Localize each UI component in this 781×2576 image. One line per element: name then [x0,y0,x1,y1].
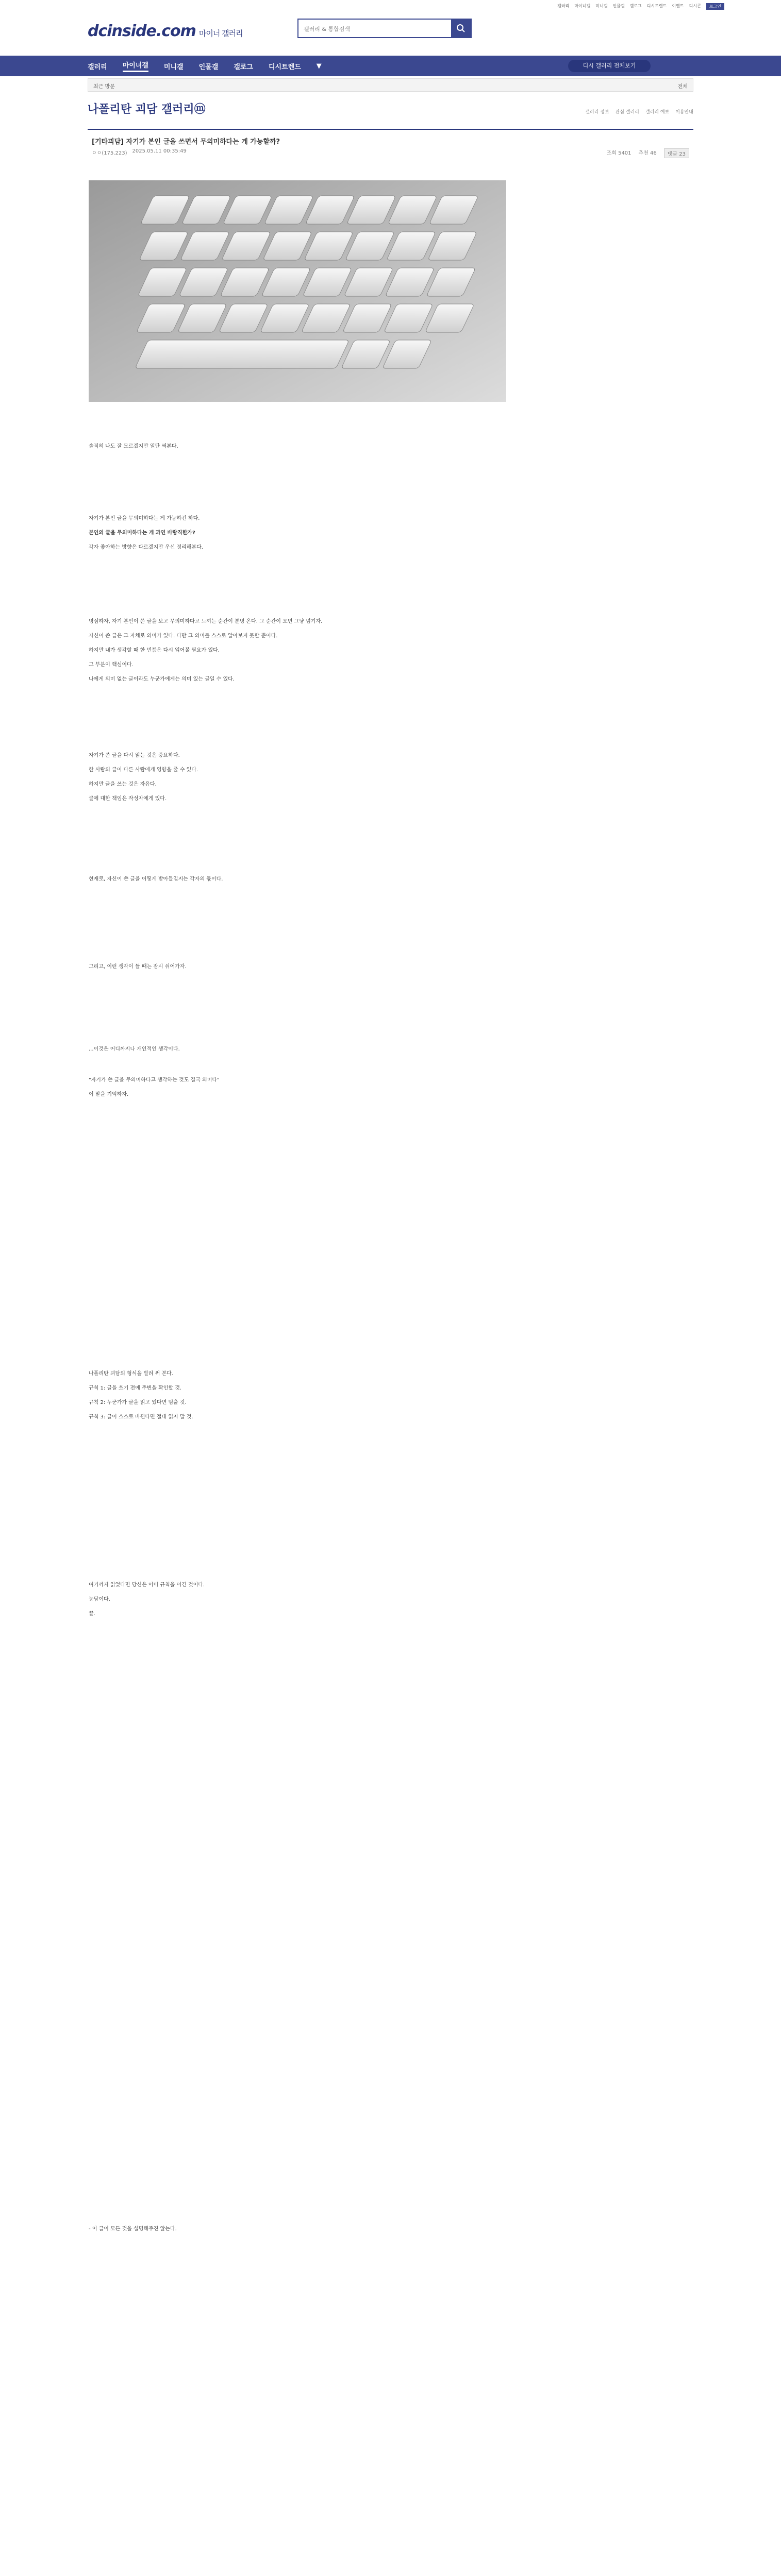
post-stats [607,148,689,158]
recent-visit-bar [88,78,693,92]
paragraph: "자기가 쓴 글을 무의미하다고 생각하는 것도 결국 의미다" [89,1077,220,1083]
post-author[interactable]: ㅇㅇ(175.223) [92,150,127,156]
gallery-tools [585,108,693,115]
paragraph: 솔직히 나도 잘 모르겠지만 일단 써본다. [89,444,178,449]
paragraph: 명심하자, 자기 본인이 쓴 글을 보고 무의미하다고 느끼는 순간이 분명 온다. 그 순간이 오면 그냥 넘기자. [89,619,323,624]
top-link-trend[interactable]: 디시트렌드 [646,4,667,8]
paragraph: 나폴리탄 괴담의 형식을 빌려 써 본다. [89,1371,173,1377]
favorite-gallery-link[interactable]: 관심 갤러리 [615,110,639,115]
logo-sub: 마이너 갤러리 [198,29,243,38]
paragraph: ...이것은 어디까지나 개인적인 생각이다. [89,1046,180,1052]
paragraph: 현재로, 자신이 쓴 글을 어떻게 받아들일지는 각자의 몫이다. [89,876,223,882]
main-nav [0,56,781,76]
paragraph: 자신이 쓴 글은 그 자체로 의미가 있다. 다만 그 의미를 스스로 알아보지 못할 뿐이다. [89,633,278,639]
post-meta [92,148,187,156]
post-date: 2025.05.11 00:35:49 [132,148,187,154]
usage-guide-link[interactable]: 이용안내 [675,110,693,115]
paragraph: 하지만 내가 생각할 때 한 번쯤은 다시 읽어볼 필요가 있다. [89,648,220,653]
top-links [557,3,724,10]
nav-trend[interactable]: 디시트렌드 [268,63,301,71]
search-icon [456,24,466,33]
gallery-info-link[interactable]: 갤러리 정보 [585,110,609,115]
nav-mini[interactable]: 미니갤 [163,63,184,71]
nav-minor[interactable]: 마이너갤 [123,60,148,72]
logo-main: dcinside.com [88,22,196,40]
paragraph: 하지만 글을 쓰는 것은 자유다. [89,782,157,787]
search-button[interactable] [451,20,471,37]
paragraph: 규칙 2: 누군가가 글을 읽고 있다면 멈출 것. [89,1400,187,1405]
site-logo[interactable] [88,22,243,40]
paragraph: 본인의 글을 무의미하다는 게 과연 바람직한가? [89,530,195,536]
paragraph: 농담이다. [89,1597,110,1602]
view-count: 조회 5401 [606,150,632,156]
paragraph: 규칙 1: 글을 쓰기 전에 주변을 확인할 것. [89,1385,182,1391]
paragraph: 한 사람의 글이 다른 사람에게 영향을 줄 수 있다. [89,767,198,773]
post-title: [기타괴담] 자기가 본인 글을 쓰면서 무의미하다는 게 가능할까? [92,138,280,146]
comment-count-button[interactable]: 댓글 23 [664,148,689,158]
paragraph: 나에게 의미 없는 글이라도 누군가에게는 의미 있는 글일 수 있다. [89,676,235,682]
paragraph: 이 말을 기억하자. [89,1092,129,1097]
recent-visit-label[interactable]: 최근 방문 [93,84,115,90]
chevron-down-icon[interactable]: ▼ [316,62,322,70]
paragraph: 각자 좋아하는 방향은 다르겠지만 우선 정리해본다. [89,545,203,550]
nav-gallog[interactable]: 갤로그 [234,63,253,71]
top-link-mini[interactable]: 미니갤 [595,4,608,8]
paragraph: 끝. [89,1611,95,1617]
gallery-title[interactable]: 나폴리탄 괴담 갤러리ⓜ [88,103,206,116]
post-image-keyboard [89,180,506,402]
recent-visit-all[interactable]: 전체 [677,84,688,90]
recommend-count: 추천 46 [638,150,657,156]
paragraph: 자기가 본인 글을 무의미하다는 게 가능하긴 하다. [89,516,200,521]
paragraph: 규칙 3: 글이 스스로 바뀐다면 절대 읽지 말 것. [89,1414,193,1420]
search-input[interactable] [303,21,454,37]
gallery-forecast-link[interactable]: 갤러리 예보 [645,110,670,115]
paragraph: 그리고, 이런 생각이 들 때는 잠시 쉬어가자. [89,964,187,970]
login-button[interactable]: 로그인 [706,3,724,10]
top-link-gallery[interactable]: 갤러리 [557,4,570,8]
all-gallery-button[interactable]: 디시 갤러리 전체보기 [568,60,651,72]
paragraph: 여기까지 읽었다면 당신은 이미 규칙을 어긴 것이다. [89,1582,205,1588]
nav-gallery[interactable]: 갤러리 [88,63,107,71]
article-footer: - 이 글이 모든 것을 설명해주진 않는다. [89,2226,177,2232]
search-box [297,19,472,38]
paragraph: 글에 대한 책임은 작성자에게 있다. [89,796,167,802]
top-link-event[interactable]: 이벤트 [672,4,684,8]
paragraph: 자기가 쓴 글을 다시 읽는 것은 중요하다. [89,753,180,758]
top-link-gallog[interactable]: 갤로그 [629,4,642,8]
top-link-dccon[interactable]: 디시콘 [689,4,701,8]
nav-person[interactable]: 인물갤 [198,63,219,71]
post-header [88,129,693,157]
paragraph: 그 부분이 핵심이다. [89,662,134,668]
top-link-minor[interactable]: 마이너갤 [574,4,591,8]
top-link-person[interactable]: 인물갤 [612,4,625,8]
